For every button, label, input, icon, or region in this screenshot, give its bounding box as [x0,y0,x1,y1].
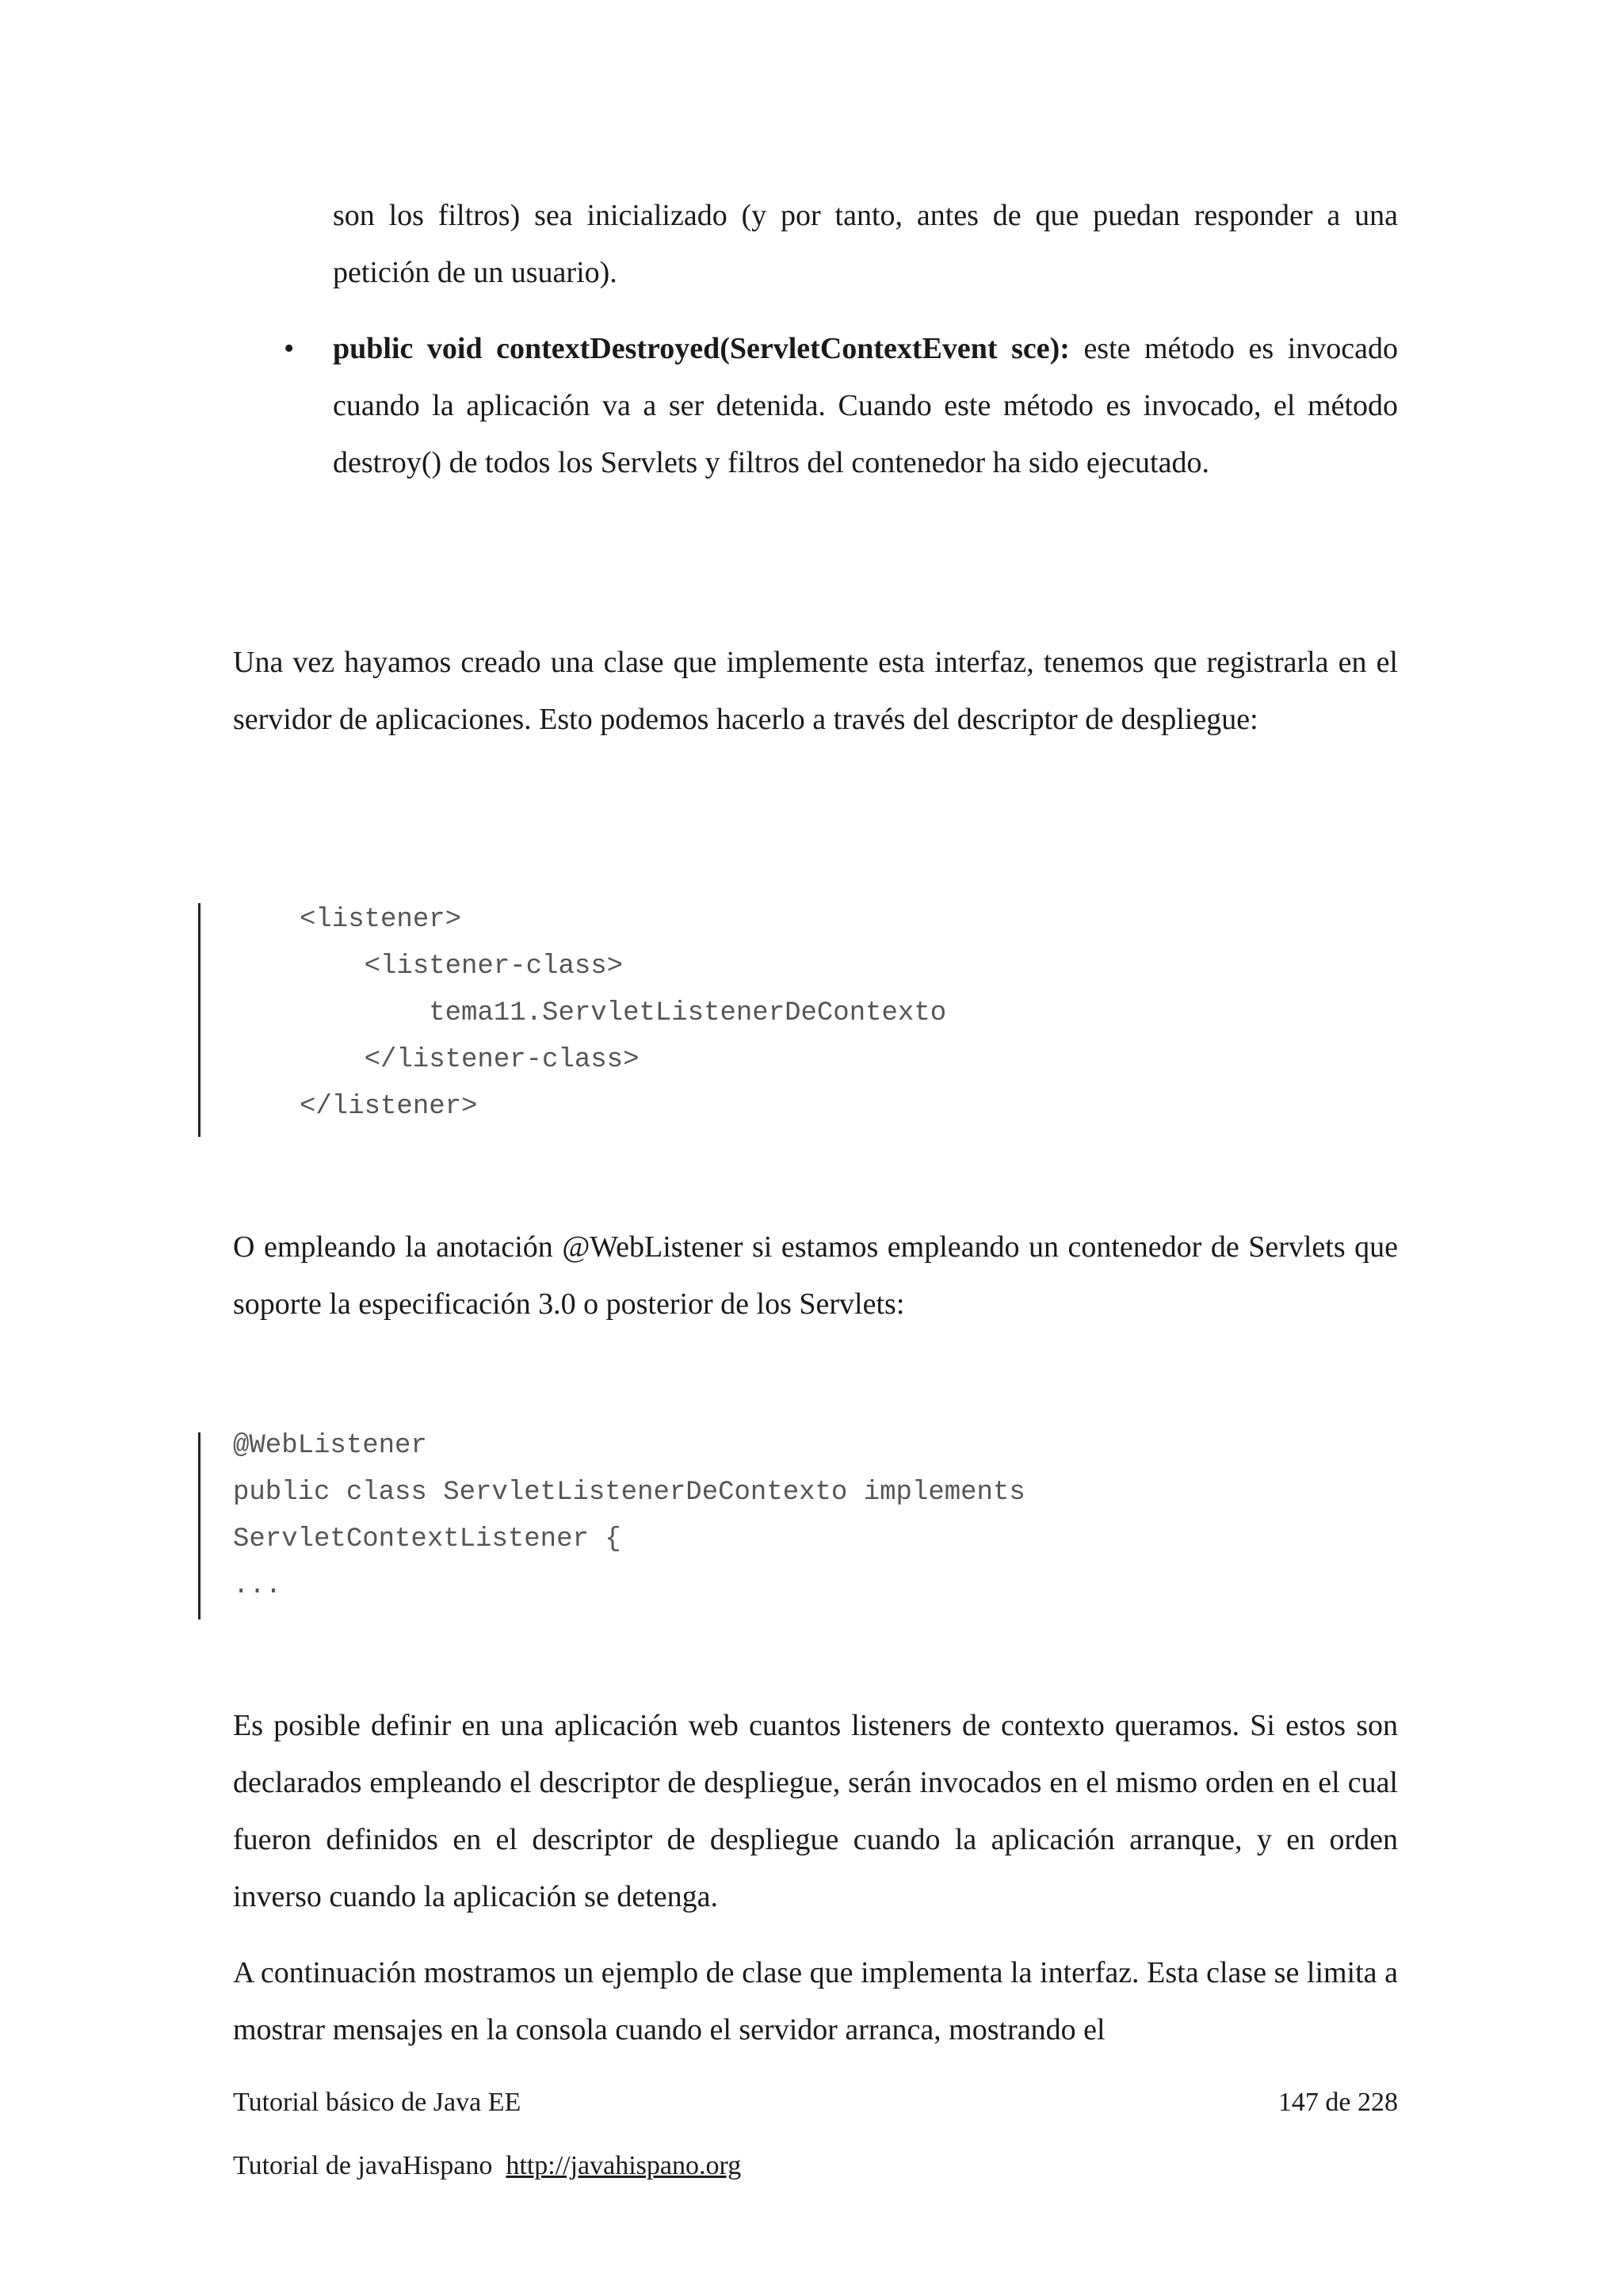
bullet-item-context-destroyed [333,320,1398,491]
paragraph-example-intro: A continuación mostramos un ejemplo de clase que implementa la interfaz. Esta clase se limita a mostrar mensajes en la consola cuando el servidor arranca, mostrando el [233,1956,1398,2046]
paragraph-register-listener: Una vez hayamos creado una clase que implemente esta interfaz, tenemos que registrarla en el servidor de aplicaciones. Esto podemos hacerlo a través del descriptor de despliegue: [233,646,1398,736]
method-signature: public void contextDestroyed(ServletContextEvent sce): [333,332,1070,365]
paragraph-multiple-listeners: Es posible definir en una aplicación web cuantos listeners de contexto queramos. Si estos son declarados empleando el descriptor de despliegue, serán invocados en el mismo orden en el cual fueron definidos en el descriptor de despliegue cuando la aplicación arranque, y en orden inverso cuando la aplicación se detenga. [233,1709,1398,1913]
paragraph-annotation: O empleando la anotación @WebListener si estamos empleando un contenedor de Servlets que soporte la especificación 3.0 o posterior de los Servlets: [233,1230,1398,1321]
footer-title: Tutorial básico de Java EE [233,2088,521,2117]
code-block-xml: <listener> <listener-class> tema11.ServletListenerDeContexto </listener-class> </listener> [300,905,947,1122]
code-block-bar [198,903,200,1137]
method-description: este método es invocado cuando la aplicación va a ser detenida. Cuando este método es invocado, el método destroy() de todos los Servlets y filtros del contenedor ha sido ejecutado. [333,332,1398,479]
code-block-bar [198,1432,200,1619]
footer-source-label: Tutorial de javaHispano [233,2151,493,2180]
footer-page-number: 147 de 228 [1277,2088,1398,2117]
footer-link[interactable]: http://javahispano.org [506,2151,742,2180]
code-block-java: @WebListener public class ServletListenerDeContexto implements ServletContextListener { ... [233,1431,1025,1601]
footer-source [233,2150,741,2182]
bullet-icon: • [284,332,295,365]
paragraph-continuation: son los filtros) sea inicializado (y por tanto, antes de que puedan responder a una petición de un usuario). [333,199,1398,289]
